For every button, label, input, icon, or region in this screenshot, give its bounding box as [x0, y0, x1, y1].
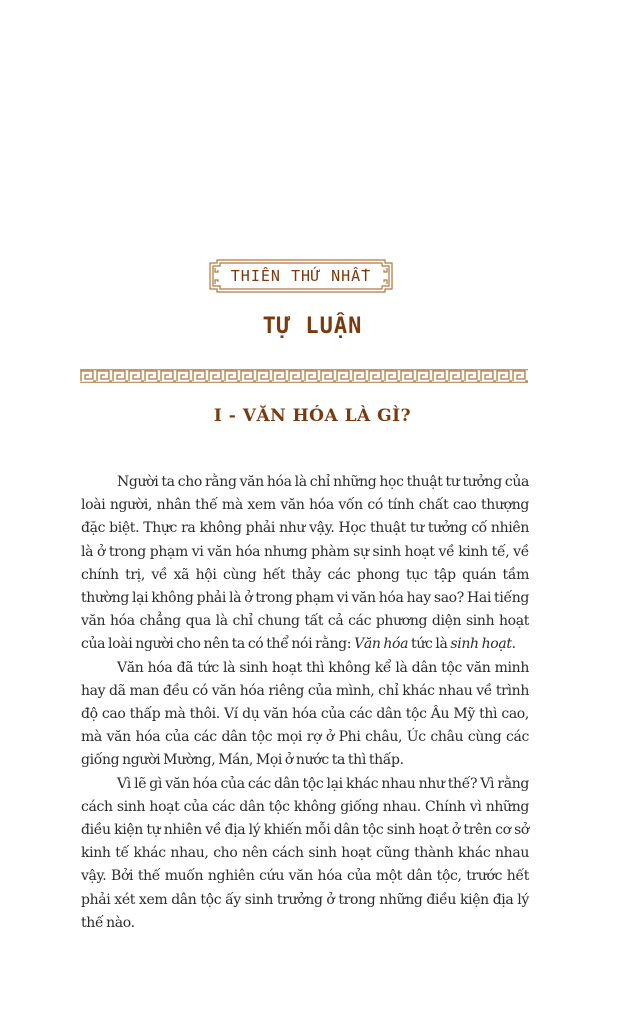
emphasis-text: Văn hóa — [354, 636, 409, 653]
chapter-title: TỰ LUẬN — [262, 314, 363, 339]
paragraph-text: . — [511, 636, 516, 653]
paragraph-text: Người ta cho rằng văn hóa là chỉ những học thuật tư tưởng của loài người, nhân thế mà xem văn hóa vốn có tính chất cao thượng đặc biệt. Thực ra không phải như vậy. Học thuật tư tưởng cố nhiên là ở trong phạm vi văn hóa nhưng phàm sự sinh hoạt về kinh tế, về chính trị, về xã hội cùng hết thảy các phong tục tập quán tầm thường lại không phải là ở trong phạm vi văn hóa hay sao? Hai tiếng văn hóa chẳng qua là chỉ chung tất cả các phương diện sinh hoạt của loài người cho nên ta có thể nói rằng: — [81, 474, 529, 653]
section-title: I - VĂN HÓA LÀ GÌ? — [213, 406, 412, 426]
paragraph-text: tức là — [408, 636, 451, 653]
paragraph: Vì lẽ gì văn hóa của các dân tộc lại khác nhau như thế? Vì rằng cách sinh hoạt của các dân tộc không giống nhau. Chính vì những điều kiện tự nhiên về địa lý khiến mỗi dân tộc sinh hoạt ở trên cơ sở kinh tế khác nhau, cho nên cách sinh hoạt cũng thành khác nhau vậy. Bởi thế muốn nghiên cứu văn hóa của một dân tộc, trước hết phải xét xem dân tộc ấy sinh trưởng ở trong những điều kiện địa lý thế nào. — [81, 775, 529, 931]
emphasis-text: sinh hoạt — [450, 636, 512, 653]
greek-key-border-icon — [80, 369, 528, 383]
paragraph: Văn hóa đã tức là sinh hoạt thì không kể là dân tộc văn minh hay dã man đều có văn hóa riêng của mình, chỉ khác nhau về trình độ cao thấp mà thôi. Ví dụ văn hóa của các dân tộc Âu Mỹ thì cao, mà văn hóa của các dân tộc mọi rợ ở Phi châu, Úc châu cùng các giống người Mường, Mán, Mọi ở nước ta thì thấp. — [81, 659, 529, 769]
paragraph — [81, 471, 529, 657]
chapter-heading-frame — [209, 259, 393, 293]
chapter-label: THIÊN THỨ NHẤT — [230, 267, 372, 285]
body-text — [81, 471, 529, 935]
